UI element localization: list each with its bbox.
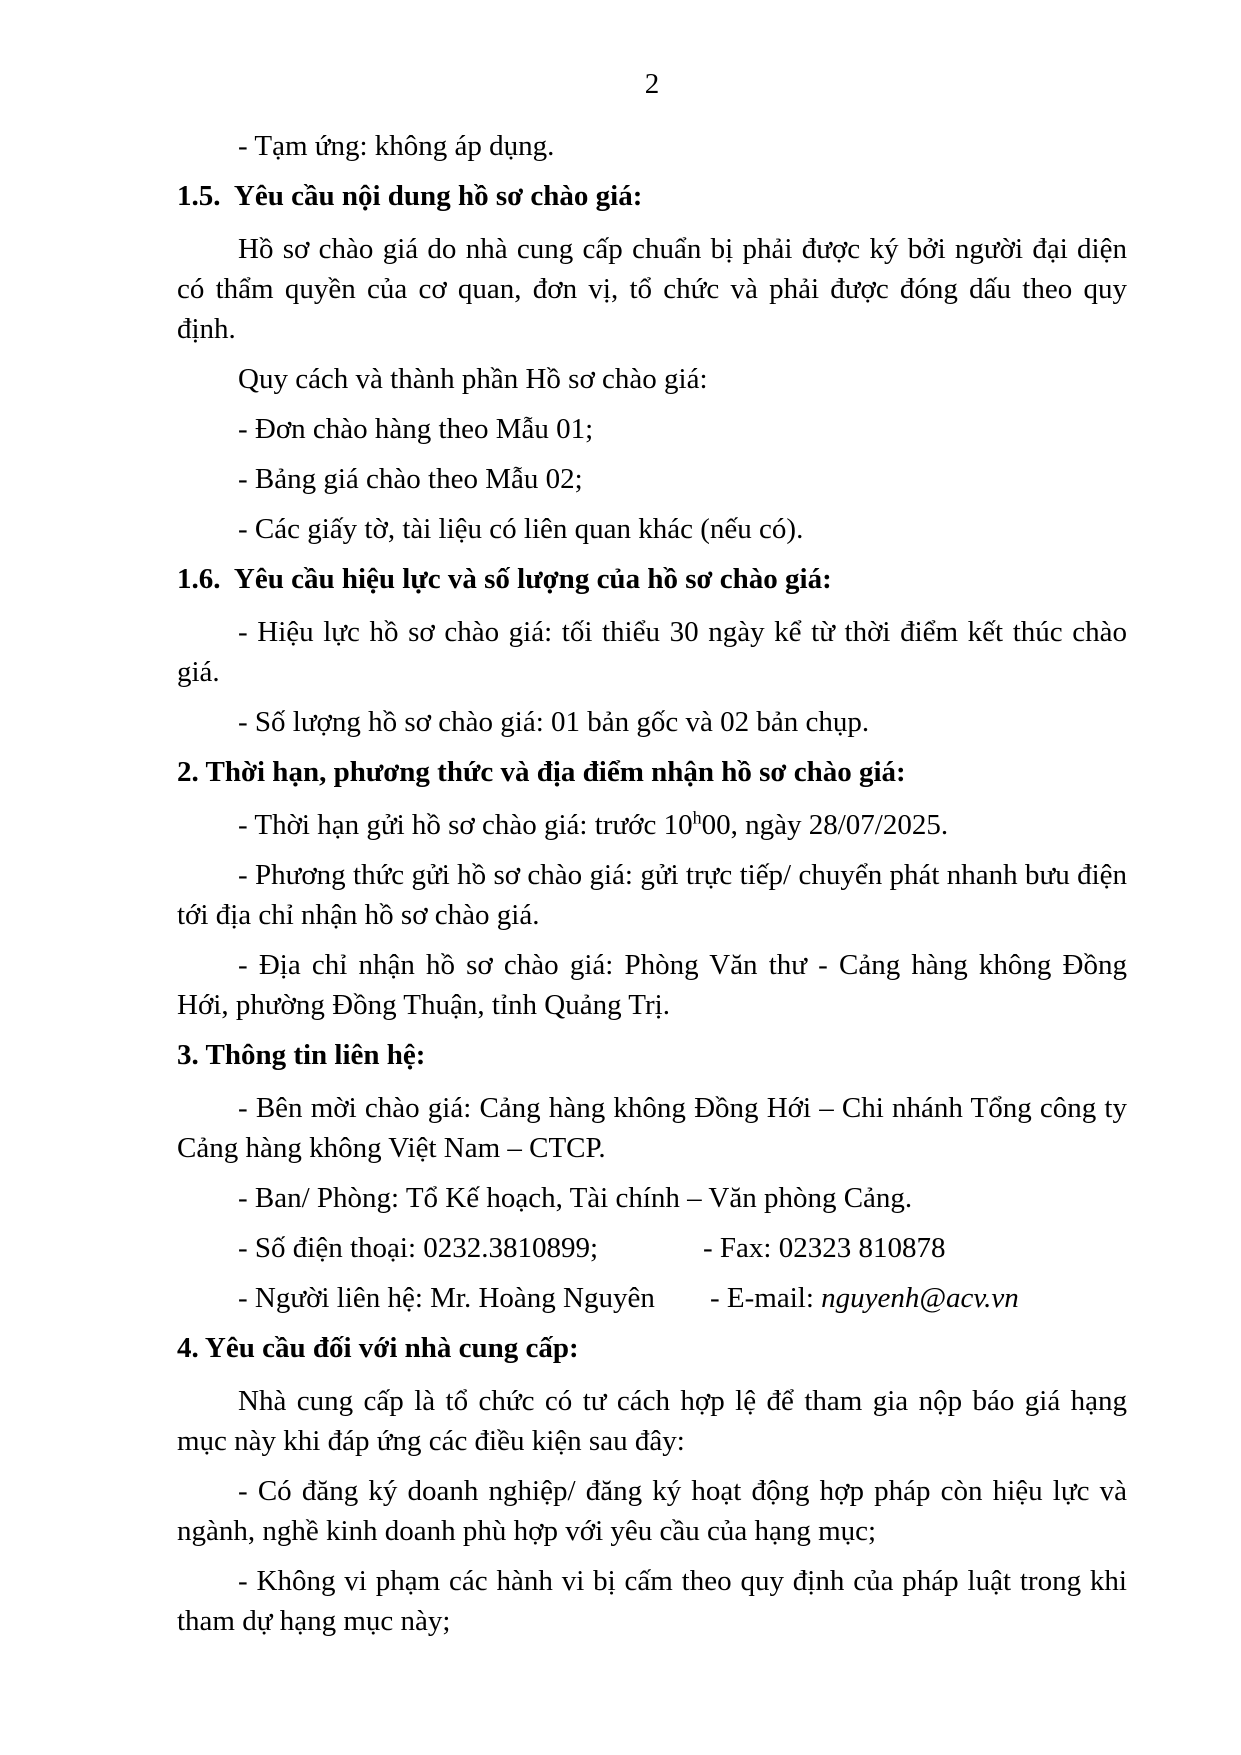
condition-no-violation: - Không vi phạm các hành vi bị cấm theo quy định của pháp luật trong khi tham dự hạng mục này; (177, 1565, 1127, 1637)
condition-registration: - Có đăng ký doanh nghiệp/ đăng ký hoạt động hợp pháp còn hiệu lực và ngành, nghề kinh doanh phù hợp với yêu cầu của hạng mục; (177, 1475, 1127, 1547)
delivery-method-line: - Phương thức gửi hồ sơ chào giá: gửi trực tiếp/ chuyển phát nhanh bưu điện tới địa chỉ nhận hồ sơ chào giá. (177, 859, 1127, 931)
list-item-form-01: - Đơn chào hàng theo Mẫu 01; (238, 413, 594, 445)
fax-number: - Fax: 02323 810878 (703, 1232, 946, 1264)
advance-payment-line: - Tạm ứng: không áp dụng. (238, 130, 555, 162)
contact-person: - Người liên hệ: Mr. Hoàng Nguyên (238, 1282, 655, 1314)
section-3-heading: 3. Thông tin liên hệ: (177, 1039, 426, 1071)
deadline-hour-superscript: h (692, 807, 702, 828)
list-item-other-docs: - Các giấy tờ, tài liệu có liên quan khác (nếu có). (238, 513, 804, 545)
inviter-line: - Bên mời chào giá: Cảng hàng không Đồng Hới – Chi nhánh Tổng công ty Cảng hàng không Việt Nam – CTCP. (177, 1092, 1127, 1164)
deadline-line (177, 805, 1127, 845)
supplier-eligibility-intro: Nhà cung cấp là tổ chức có tư cách hợp lệ để tham gia nộp báo giá hạng mục này khi đáp ứng các điều kiện sau đây: (177, 1385, 1127, 1457)
validity-line: - Hiệu lực hồ sơ chào giá: tối thiểu 30 ngày kể từ thời điểm kết thúc chào giá. (177, 616, 1127, 688)
quantity-line: - Số lượng hồ sơ chào giá: 01 bản gốc và 02 bản chụp. (238, 706, 870, 738)
contact-email-line (177, 1278, 1127, 1318)
phone-number: - Số điện thoại: 0232.3810899; (238, 1232, 599, 1264)
section-1-5-spec-intro: Quy cách và thành phần Hồ sơ chào giá: (238, 363, 708, 395)
delivery-address-line: - Địa chỉ nhận hồ sơ chào giá: Phòng Văn thư - Cảng hàng không Đồng Hới, phường Đồng Thuận, tỉnh Quảng Trị. (177, 949, 1127, 1021)
page-number: 2 (644, 68, 660, 100)
document-page (177, 64, 1127, 1651)
section-1-6-heading: 1.6. Yêu cầu hiệu lực và số lượng của hồ sơ chào giá: (177, 563, 832, 595)
section-2-heading: 2. Thời hạn, phương thức và địa điểm nhận hồ sơ chào giá: (177, 756, 906, 788)
section-1-5-intro: Hồ sơ chào giá do nhà cung cấp chuẩn bị phải được ký bởi người đại diện có thẩm quyền của cơ quan, đơn vị, tổ chức và phải được đóng dấu theo quy định. (177, 233, 1127, 345)
section-1-5-heading: 1.5. Yêu cầu nội dung hồ sơ chào giá: (177, 180, 643, 212)
deadline-text-before: - Thời hạn gửi hồ sơ chào giá: trước 10 (238, 809, 693, 841)
list-item-form-02: - Bảng giá chào theo Mẫu 02; (238, 463, 583, 495)
section-4-heading: 4. Yêu cầu đối với nhà cung cấp: (177, 1332, 579, 1364)
phone-fax-line (177, 1228, 1127, 1268)
department-line: - Ban/ Phòng: Tổ Kế hoạch, Tài chính – Văn phòng Cảng. (238, 1182, 913, 1214)
email-label: - E-mail: (710, 1282, 822, 1314)
deadline-text-after: 00, ngày 28/07/2025. (701, 809, 949, 841)
email-address: nguyenh@acv.vn (821, 1282, 1019, 1314)
